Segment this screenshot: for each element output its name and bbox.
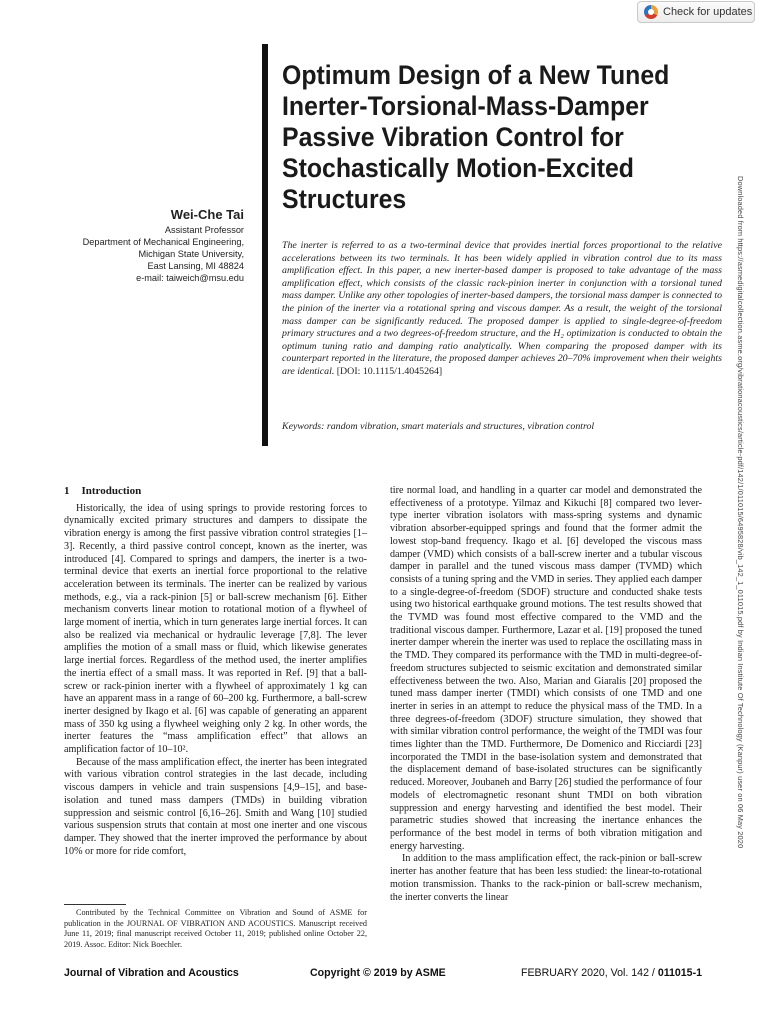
author-name: Wei-Che Tai bbox=[170, 207, 244, 222]
abstract bbox=[282, 240, 722, 379]
title-line: Stochastically Motion-Excited bbox=[282, 153, 634, 183]
keywords: Keywords: random vibration, smart materials and structures, vibration control bbox=[282, 421, 595, 432]
section-heading bbox=[64, 485, 367, 498]
paragraph: Because of the mass amplification effect, the inerter has been integrated with various vibration control strategies in the last decade, including viscous dampers in vehicle and train suspensions [4,9–15], and base-isolation and tuned mass dampers (TMDs) in building vibration suppression and seismic control [6,16–26]. Smith and Wang [10] studied various suspension struts that contain at most one inerter and one viscous damper. They showed that the inerter improved the performance by about 10% or more for ride comfort, bbox=[64, 756, 367, 857]
footnote: Contributed by the Technical Committee on Vibration and Sound of ASME for publication in the JOURNAL OF VIBRATION AND ACOUSTICS. Manuscript received June 11, 2019; final manuscript received October 11, 2019; published online October 22, 2019. Assoc. Editor: Nick Boechler. bbox=[64, 908, 367, 949]
abstract-text: The inerter is referred to as a two-terminal device that provides inertial forces proportional to the relative accelerations between its two terminals. It has been widely applied in vibration control due to its mass amplification effect. In this paper, a new inerter-based damper is proposed to take advantage of the mass amplification effect, which consists of the classic rack-pinion inerter in conjunction with a torsional tuned mass damper. Unlike any other topologies of inerter-based dampers, the torsional mass damper is connected to the pinion of the inerter via a rotational spring and viscous damper. As a result, the weight of the torsional mass damper can be significantly reduced. The proposed damper is applied to single-degree-of-freedom primary structures and a two degrees-of-freedom structure, and the H₂ optimization is conducted to obtain the optimum tuning ratio and damping ratio analytically. When comparing the proposed damper with its counterpart reported in the literature, the proposed damper achieves 20–70% improvement when their weights are identical. bbox=[282, 240, 723, 377]
author-location: East Lansing, MI 48824 bbox=[147, 261, 244, 271]
section-number: 1 bbox=[64, 485, 70, 497]
author-title: Assistant Professor bbox=[164, 225, 244, 235]
page-footer bbox=[64, 967, 702, 981]
author-block bbox=[60, 206, 244, 284]
page-id: 011015-1 bbox=[657, 967, 702, 979]
footnote-rule bbox=[64, 904, 126, 905]
doi-link[interactable]: [DOI: 10.1115/1.4045264] bbox=[336, 365, 443, 377]
download-notice-text: Downloaded from https://asmedigitalcollection.asme.org/vibrationacoustics/article-pdf/142/1/011015/6495828/vib_142_1_011015.pdf by Indian Institute Of Technology (Kanpur) user on 06 May 2020 bbox=[736, 176, 745, 849]
paragraph: Historically, the idea of using springs to provide restoring forces to dynamically excited primary structures and dampers to dissipate the vibration energy is among the first passive vibration control strategies [1–3]. Recently, a third passive control concept, known as the inerter, was introduced [4]. Compared to springs and dampers, the inerter is a two-terminal device that exerts an inertial force proportional to the relative acceleration between its terminals. The inerter can be realized by various methods, e.g., via a rack-pinion [5] or ball-screw mechanism [6]. Either mechanism converts linear motion to rotational motion of a flywheel of large moment of inertia, which in turn generates large inertial forces. It can also be realized via mechanical or hydraulic leverage [7,8]. The lever amplifies the motion of a small mass or fluid, which likewise generates large inertial forces. Regardless of the method used, the inerter amplifies the inertia effect of a small mass. It was reported in Ref. [9] that a ball-screw or rack-pinion inerter with a flywheel of approximately 1 kg can have an apparent mass in a range of 60–200 kg. Furthermore, a ball-screw inerter designed by Ikago et al. [6] was capable of generating an apparent mass of 350 kg using a flywheel weighing only 2 kg. In other words, the inerter features the “mass amplification effect” that allows an amplification factor of 10–10². bbox=[64, 502, 367, 756]
check-for-updates-button[interactable] bbox=[637, 1, 755, 23]
author-department: Department of Mechanical Engineering, bbox=[82, 237, 244, 247]
issue-date-volume: FEBRUARY 2020, Vol. 142 bbox=[520, 967, 649, 979]
title-rule bbox=[262, 44, 268, 446]
issue-info: FEBRUARY 2020, Vol. 142 / 011015-1 bbox=[520, 967, 702, 979]
paper-title bbox=[282, 60, 687, 215]
check-for-updates-label: Check for updates bbox=[663, 6, 753, 18]
crossmark-icon bbox=[644, 5, 658, 19]
author-email[interactable]: e-mail: taiweich@msu.edu bbox=[136, 273, 244, 283]
title-line: Structures bbox=[282, 184, 407, 214]
title-line: Inerter-Torsional-Mass-Damper bbox=[282, 91, 649, 121]
paragraph: In addition to the mass amplification effect, the rack-pinion or ball-screw inerter has another feature that has been less studied: the linear-to-rotational motion transmission. Thanks to the rack-pinion or ball-screw mechanism, the inerter converts the linear bbox=[390, 853, 702, 903]
title-line: Passive Vibration Control for bbox=[282, 122, 624, 152]
body-column-right bbox=[390, 485, 702, 904]
download-notice bbox=[733, 176, 745, 849]
body-column-left bbox=[64, 485, 367, 858]
author-university: Michigan State University, bbox=[138, 249, 244, 259]
journal-name: Journal of Vibration and Acoustics bbox=[64, 967, 239, 979]
title-line: Optimum Design of a New Tuned bbox=[282, 60, 670, 90]
section-title: Introduction bbox=[81, 485, 142, 497]
copyright: Copyright © 2019 by ASME bbox=[310, 967, 446, 979]
paragraph: tire normal load, and handling in a quarter car model and demonstrated the effectiveness of a prototype. Yilmaz and Kikuchi [8] compared two lever-type inerter vibration isolators with mass-spring systems and dynamic vibration absorber-equipped springs and found that the former admit the lowest stop-band frequency. Ikago et al. [6] developed the viscous mass damper (VMD) which consists of a ball-screw inerter and a tubular viscous damper in parallel and the tuned viscous mass damper (TVMD) which consists of a tuning spring and the VMD in series. They applied each damper to a single-degree-of-freedom (SDOF) structure and conducted shake tests using two historical earthquake ground motions. The test results showed that the TVMD was found most effective compared to the VMD and the traditional viscous damper. Furthermore, Lazar et al. [19] proposed the tuned inerter damper wherein the inerter was used to replace the oscillating mass in the TMD. They compared its performance with the TMD in multi-degree-of-freedom structures subjected to seismic excitation and demonstrated similar effectiveness between the two. Also, Marian and Giaralis [20] proposed the tuned mass damper inerter (TMDI) which consists of one TMD and one inerter in series in an attempt to reduce the physical mass of the TMD. In a three degrees-of-freedom (3DOF) structure simulation, they showed that with similar vibration control performance, the weight of the TMDI was four times lighter than the TMD. Furthermore, De Domenico and Ricciardi [23] incorporated the TMDI in the base-isolation system and demonstrated that the displacement demand of base-isolated structures can be significantly reduced. Moreover, Joubaneh and Barry [26] studied the performance of four models of electromagnetic resonant shunt TMDI on both vibration suppression and energy harvesting and identified the best model. Their parametric studies showed that increasing the inertance enhances the performance of the best model in terms of both vibration mitigation and energy harvesting. bbox=[390, 485, 702, 852]
